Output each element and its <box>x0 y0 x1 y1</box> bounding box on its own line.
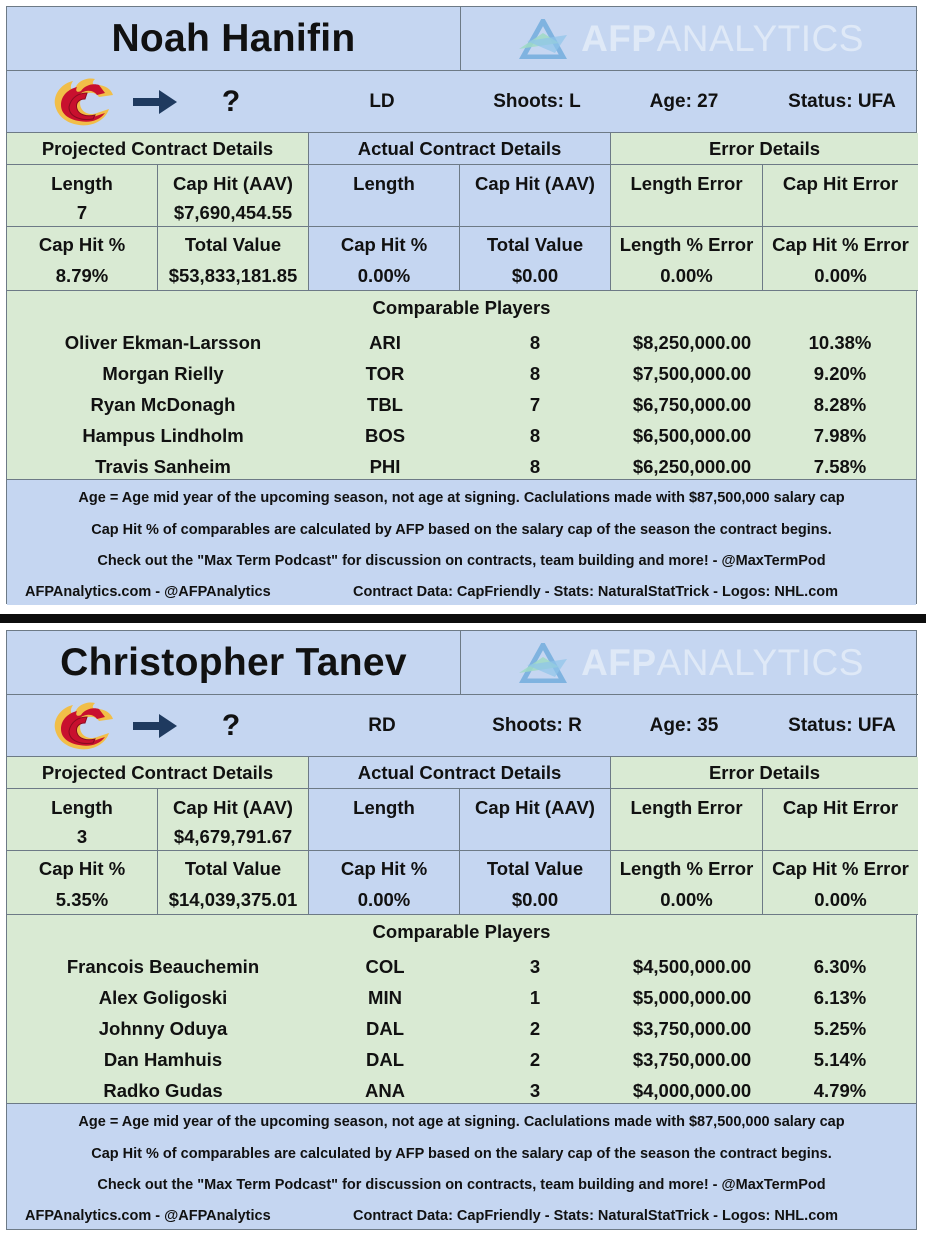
comp-cap-hit: $6,250,000.00 <box>632 456 752 477</box>
comparables-section <box>7 291 916 480</box>
comp-cap-pct: 6.30% <box>813 956 867 977</box>
comp-name: Radko Gudas <box>103 1080 223 1101</box>
footer-note-age: Age = Age mid year of the upcoming season, not age at signing. Caclulations made with $87,500,000 salary cap <box>78 490 845 506</box>
card-header <box>7 631 916 695</box>
actual-header: Actual Contract Details <box>309 133 611 165</box>
footer-note-podcast: Check out the "Max Term Podcast" for discussion on contracts, team building and more! - @MaxTermPod <box>97 1177 826 1193</box>
comp-cap-pct: 4.79% <box>813 1080 867 1101</box>
comp-name: Alex Goligoski <box>98 987 228 1008</box>
projected-cap-pct-cell <box>7 851 158 915</box>
projected-length: 3 <box>76 826 88 847</box>
comp-cap-hit: $6,500,000.00 <box>632 425 752 446</box>
player-name: Noah Hanifin <box>7 7 461 71</box>
actual-cap-pct-cell <box>309 227 460 291</box>
comparable-row <box>7 1013 916 1044</box>
cap-hit-pct-error: 0.00% <box>814 265 867 286</box>
actual-length-cell <box>309 789 460 851</box>
actual-cap-hit-cell <box>460 165 611 227</box>
destination-team: ? <box>221 85 241 118</box>
comp-length: 3 <box>529 956 541 977</box>
player-card-hanifin <box>6 6 917 604</box>
footer-note-age: Age = Age mid year of the upcoming season, not age at signing. Caclulations made with $87,500,000 salary cap <box>78 1114 845 1130</box>
section-headers <box>7 133 916 165</box>
details-row-1 <box>7 789 916 851</box>
comp-name: Ryan McDonagh <box>90 394 236 415</box>
afp-logo-text: AFPANALYTICS <box>581 17 864 59</box>
afp-analytics-logo <box>461 7 918 71</box>
comp-cap-pct: 6.13% <box>813 987 867 1008</box>
card-header <box>7 7 916 71</box>
arrow-right-icon <box>127 695 183 757</box>
age: Age: 27 <box>649 91 719 112</box>
cap-hit-pct-error-cell <box>763 227 918 291</box>
comp-cap-pct: 7.98% <box>813 425 867 446</box>
player-name: Christopher Tanev <box>7 631 461 695</box>
age: Age: 35 <box>649 715 719 736</box>
comp-name: Johnny Oduya <box>98 1018 228 1039</box>
cap-hit-label: Cap Hit (AAV) <box>173 797 293 818</box>
actual-total-value: $0.00 <box>511 889 559 910</box>
length-error-cell <box>611 789 763 851</box>
length-error-label: Length Error <box>630 797 743 818</box>
length-pct-error-cell <box>611 227 763 291</box>
comp-team: COL <box>365 956 405 977</box>
length-pct-error: 0.00% <box>660 889 713 910</box>
comp-name: Morgan Rielly <box>102 363 224 384</box>
actual-length-cell <box>309 165 460 227</box>
player-card-tanev <box>6 630 917 1230</box>
actual-header: Actual Contract Details <box>309 757 611 789</box>
length-error-cell <box>611 165 763 227</box>
comp-name: Hampus Lindholm <box>82 425 244 446</box>
cap-hit-pct-error-cell <box>763 851 918 915</box>
footer-sources: Contract Data: CapFriendly - Stats: NaturalStatTrick - Logos: NHL.com <box>353 1208 839 1224</box>
afp-analytics-logo <box>461 631 918 695</box>
actual-cap-pct: 0.00% <box>357 889 411 910</box>
comparable-row <box>7 982 916 1013</box>
projected-total-value: $14,039,375.01 <box>168 889 298 910</box>
comp-cap-hit: $8,250,000.00 <box>632 332 752 353</box>
error-header: Error Details <box>611 133 918 165</box>
calgary-flames-logo <box>43 695 129 757</box>
comp-length: 1 <box>529 987 541 1008</box>
length-label: Length <box>353 797 415 818</box>
cap-hit-pct-label: Cap Hit % <box>38 858 126 879</box>
cap-hit-pct-label: Cap Hit % <box>340 858 428 879</box>
comp-name: Francois Beauchemin <box>66 956 260 977</box>
projected-header: Projected Contract Details <box>7 133 309 165</box>
comp-length: 7 <box>529 394 541 415</box>
projected-length-cell <box>7 789 158 851</box>
comp-name: Dan Hamhuis <box>103 1049 223 1070</box>
error-header: Error Details <box>611 757 918 789</box>
destination-team: ? <box>221 709 241 742</box>
comp-cap-pct: 5.14% <box>813 1049 867 1070</box>
afp-triangle-icon <box>515 19 571 59</box>
length-pct-error-label: Length % Error <box>619 234 754 255</box>
comp-team: DAL <box>365 1049 405 1070</box>
comp-team: TBL <box>367 394 403 415</box>
comp-team: PHI <box>369 456 401 477</box>
status: Status: UFA <box>788 91 896 112</box>
comp-cap-hit: $6,750,000.00 <box>632 394 752 415</box>
projected-length: 7 <box>76 202 88 223</box>
comparable-row <box>7 327 916 358</box>
length-error-label: Length Error <box>630 173 743 194</box>
comp-cap-hit: $3,750,000.00 <box>632 1049 752 1070</box>
actual-cap-hit-cell <box>460 789 611 851</box>
comp-cap-hit: $7,500,000.00 <box>632 363 752 384</box>
arrow-right-icon <box>127 71 183 133</box>
projected-cap-hit: $4,679,791.67 <box>173 826 293 847</box>
position: RD <box>368 715 396 736</box>
comp-team: ANA <box>364 1080 406 1101</box>
cap-hit-error-cell <box>763 165 918 227</box>
cap-hit-error-label: Cap Hit Error <box>782 173 899 194</box>
cap-hit-label: Cap Hit (AAV) <box>475 797 595 818</box>
length-label: Length <box>51 797 113 818</box>
footer-note-cap: Cap Hit % of comparables are calculated by AFP based on the salary cap of the season the contract begins. <box>91 1146 832 1162</box>
cap-hit-pct-label: Cap Hit % <box>340 234 428 255</box>
comp-length: 8 <box>529 456 541 477</box>
shoots: Shoots: L <box>493 91 581 112</box>
cap-hit-label: Cap Hit (AAV) <box>475 173 595 194</box>
projected-total-cell <box>158 227 309 291</box>
section-headers <box>7 757 916 789</box>
projected-header: Projected Contract Details <box>7 757 309 789</box>
total-value-label: Total Value <box>486 858 584 879</box>
comparable-row <box>7 420 916 451</box>
actual-cap-pct: 0.00% <box>357 265 411 286</box>
total-value-label: Total Value <box>486 234 584 255</box>
length-pct-error: 0.00% <box>660 265 713 286</box>
comparables-section <box>7 915 916 1104</box>
shoots: Shoots: R <box>492 715 582 736</box>
length-pct-error-label: Length % Error <box>619 858 754 879</box>
total-value-label: Total Value <box>184 234 282 255</box>
comp-name: Travis Sanheim <box>95 456 231 477</box>
comparable-row <box>7 451 916 482</box>
comp-team: BOS <box>364 425 406 446</box>
projected-cap-pct: 5.35% <box>55 889 109 910</box>
footer-website: AFPAnalytics.com - @AFPAnalytics <box>25 1208 271 1224</box>
comp-cap-hit: $3,750,000.00 <box>632 1018 752 1039</box>
cap-hit-pct-label: Cap Hit % <box>38 234 126 255</box>
comparable-row <box>7 1075 916 1106</box>
comp-cap-pct: 10.38% <box>808 332 872 353</box>
calgary-flames-logo <box>43 71 129 133</box>
projected-cap-hit-cell <box>158 789 309 851</box>
footer-note-cap: Cap Hit % of comparables are calculated by AFP based on the salary cap of the season the contract begins. <box>91 522 832 538</box>
flames-logo-icon <box>49 75 123 129</box>
comp-cap-hit: $4,500,000.00 <box>632 956 752 977</box>
comp-team: DAL <box>365 1018 405 1039</box>
footer-note-podcast: Check out the "Max Term Podcast" for discussion on contracts, team building and more! - @MaxTermPod <box>97 553 826 569</box>
comp-cap-hit: $4,000,000.00 <box>632 1080 752 1101</box>
cap-hit-pct-error-label: Cap Hit % Error <box>772 858 909 879</box>
footer-website: AFPAnalytics.com - @AFPAnalytics <box>25 584 271 600</box>
actual-total-cell <box>460 851 611 915</box>
comp-name: Oliver Ekman-Larsson <box>64 332 262 353</box>
total-value-label: Total Value <box>184 858 282 879</box>
comp-length: 8 <box>529 425 541 446</box>
length-label: Length <box>353 173 415 194</box>
projected-cap-hit: $7,690,454.55 <box>173 202 293 223</box>
comparable-row <box>7 1044 916 1075</box>
status: Status: UFA <box>788 715 896 736</box>
comp-length: 2 <box>529 1018 541 1039</box>
projected-cap-pct: 8.79% <box>55 265 109 286</box>
projected-total-value: $53,833,181.85 <box>168 265 298 286</box>
position: LD <box>369 91 395 112</box>
comp-cap-pct: 9.20% <box>813 363 867 384</box>
comp-length: 8 <box>529 332 541 353</box>
projected-total-cell <box>158 851 309 915</box>
comp-length: 2 <box>529 1049 541 1070</box>
cap-hit-error-label: Cap Hit Error <box>782 797 899 818</box>
length-pct-error-cell <box>611 851 763 915</box>
details-row-2 <box>7 851 916 915</box>
projected-cap-pct-cell <box>7 227 158 291</box>
details-row-1 <box>7 165 916 227</box>
comp-length: 8 <box>529 363 541 384</box>
comp-team: MIN <box>368 987 402 1008</box>
comp-length: 3 <box>529 1080 541 1101</box>
comp-team: ARI <box>369 332 401 353</box>
projected-length-cell <box>7 165 158 227</box>
comp-cap-pct: 5.25% <box>813 1018 867 1039</box>
comparable-row <box>7 358 916 389</box>
card-footer <box>7 1104 916 1229</box>
comparable-row <box>7 389 916 420</box>
details-row-2 <box>7 227 916 291</box>
comp-cap-hit: $5,000,000.00 <box>632 987 752 1008</box>
cap-hit-pct-error-label: Cap Hit % Error <box>772 234 909 255</box>
comp-cap-pct: 8.28% <box>813 394 867 415</box>
length-label: Length <box>51 173 113 194</box>
card-footer <box>7 480 916 605</box>
card-divider <box>0 614 926 623</box>
cap-hit-error-cell <box>763 789 918 851</box>
comp-cap-pct: 7.58% <box>813 456 867 477</box>
player-info-row <box>7 71 916 133</box>
afp-triangle-icon <box>515 643 571 683</box>
afp-logo-text: AFPANALYTICS <box>581 641 864 683</box>
cap-hit-pct-error: 0.00% <box>814 889 867 910</box>
comparable-row <box>7 951 916 982</box>
actual-total-value: $0.00 <box>511 265 559 286</box>
footer-sources: Contract Data: CapFriendly - Stats: NaturalStatTrick - Logos: NHL.com <box>353 584 839 600</box>
projected-cap-hit-cell <box>158 165 309 227</box>
flames-logo-icon <box>49 699 123 753</box>
comparables-title: Comparable Players <box>372 921 551 942</box>
player-info-row <box>7 695 916 757</box>
actual-cap-pct-cell <box>309 851 460 915</box>
comparables-title: Comparable Players <box>372 297 551 318</box>
actual-total-cell <box>460 227 611 291</box>
comp-team: TOR <box>365 363 405 384</box>
cap-hit-label: Cap Hit (AAV) <box>173 173 293 194</box>
